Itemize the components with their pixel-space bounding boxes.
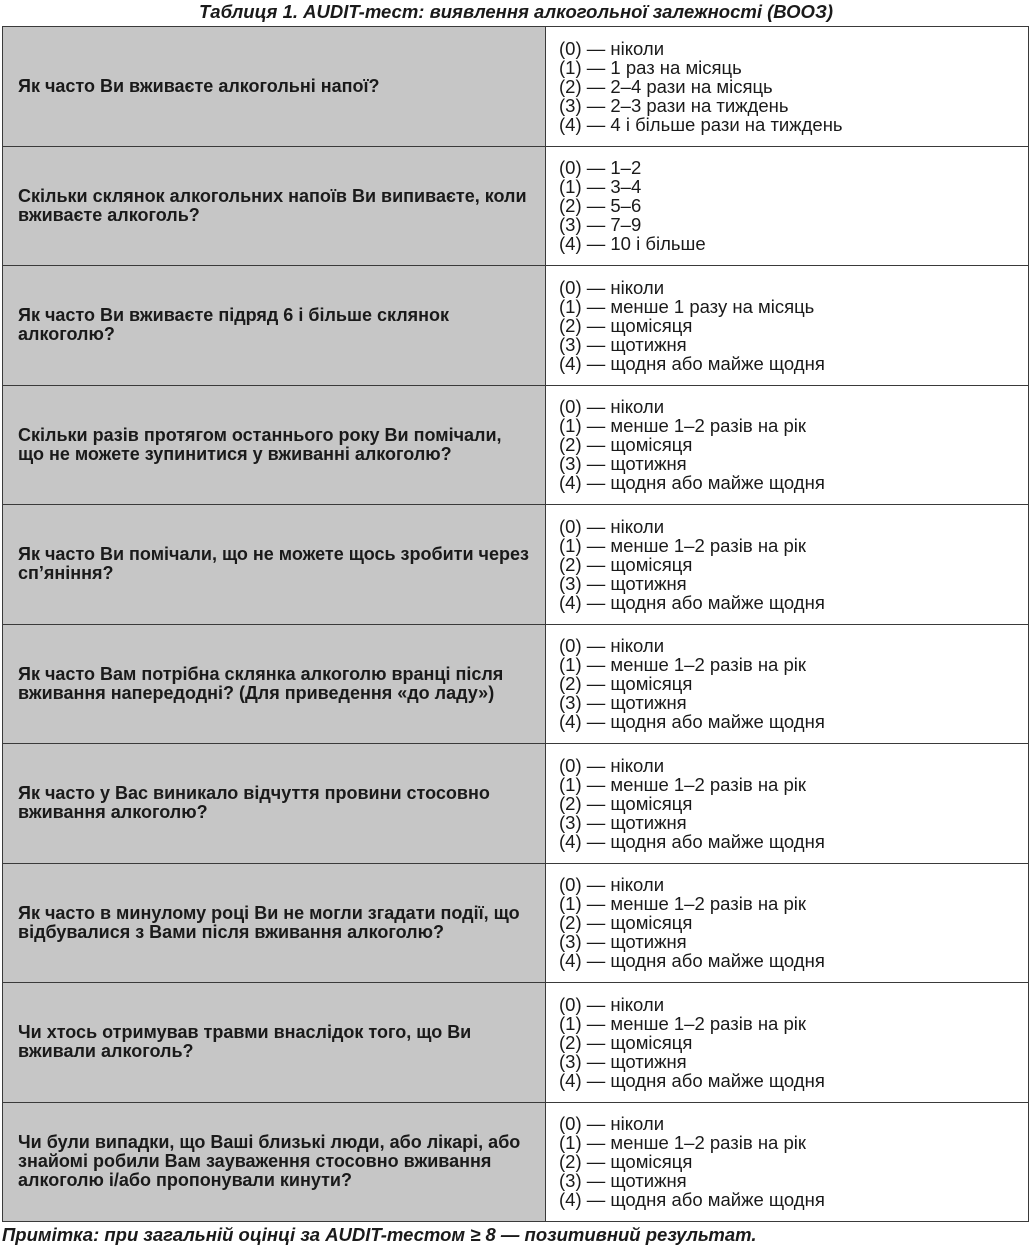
question-cell: Як часто Ви вживаєте підряд 6 і більше склянок алкоголю? xyxy=(3,266,546,386)
table-title: Таблиця 1. AUDIT-тест: виявлення алкогольної залежності (ВООЗ) xyxy=(199,1,833,22)
question-cell: Як часто в минулому році Ви не могли згадати події, що відбувалися з Вами після вживання алкоголю? xyxy=(3,863,546,983)
answers-cell xyxy=(546,744,1029,864)
question-cell: Скільки разів протягом останнього року Ви помічали, що не можете зупинитися у вживанні алкоголю? xyxy=(3,385,546,505)
answer-option: (2) — 2–4 рази на місяць xyxy=(559,75,773,97)
table-row xyxy=(3,863,1029,983)
table-row xyxy=(3,385,1029,505)
answer-option: (0) — ніколи xyxy=(559,515,665,537)
table-row xyxy=(3,146,1029,266)
table-row xyxy=(3,266,1029,386)
answer-option: (2) — щомісяця xyxy=(559,434,693,456)
answers-cell xyxy=(546,624,1029,744)
answers-cell xyxy=(546,146,1029,266)
answer-option: (0) — ніколи xyxy=(559,37,665,59)
answer-option: (2) — щомісяця xyxy=(559,792,693,814)
question-cell: Як часто Вам потрібна склянка алкоголю вранці після вживання напередодні? (Для приведення «до ладу») xyxy=(3,624,546,744)
answer-option: (1) — менше 1–2 разів на рік xyxy=(559,773,806,795)
answers-cell xyxy=(546,385,1029,505)
answer-option: (3) — щотижня xyxy=(559,1170,687,1192)
answer-option: (0) — ніколи xyxy=(559,276,665,298)
answer-option: (3) — щотижня xyxy=(559,572,687,594)
answer-option: (1) — 3–4 xyxy=(559,176,642,198)
question-cell: Як часто Ви вживаєте алкогольні напої? xyxy=(3,27,546,147)
answer-option: (3) — 2–3 рази на тиждень xyxy=(559,94,789,116)
answer-option: (3) — щотижня xyxy=(559,333,687,355)
answer-option: (3) — щотижня xyxy=(559,453,687,475)
answer-option: (1) — менше 1–2 разів на рік xyxy=(559,534,806,556)
answer-option: (2) — щомісяця xyxy=(559,314,693,336)
question-cell: Чи були випадки, що Ваші близькі люди, або лікарі, або знайомі робили Вам зауваження стосовно вживання алкоголю і/або пропонували кинути? xyxy=(3,1102,546,1222)
answer-option: (1) — менше 1–2 разів на рік xyxy=(559,1132,806,1154)
answer-option: (1) — менше 1–2 разів на рік xyxy=(559,654,806,676)
answers-cell xyxy=(546,505,1029,625)
answer-option: (2) — 5–6 xyxy=(559,195,642,217)
table-row xyxy=(3,27,1029,147)
answer-option: (1) — менше 1 разу на місяць xyxy=(559,295,815,317)
answer-option: (0) — ніколи xyxy=(559,754,665,776)
answer-option: (2) — щомісяця xyxy=(559,1151,693,1173)
audit-table xyxy=(2,26,1029,1222)
answers-cell xyxy=(546,27,1029,147)
answer-option: (4) — щодня або майже щодня xyxy=(559,1189,825,1211)
question-cell: Як часто Ви помічали, що не можете щось зробити через сп’яніння? xyxy=(3,505,546,625)
answer-option: (0) — ніколи xyxy=(559,635,665,657)
answers-cell xyxy=(546,1102,1029,1222)
answer-option: (2) — щомісяця xyxy=(559,553,693,575)
answer-option: (1) — менше 1–2 разів на рік xyxy=(559,415,806,437)
answer-option: (2) — щомісяця xyxy=(559,1031,693,1053)
answer-option: (4) — 4 і більше рази на тиждень xyxy=(559,113,843,135)
answer-option: (4) — щодня або майже щодня xyxy=(559,711,825,733)
answer-option: (4) — щодня або майже щодня xyxy=(559,591,825,613)
answers-cell xyxy=(546,266,1029,386)
answer-option: (4) — щодня або майже щодня xyxy=(559,472,825,494)
answer-option: (4) — 10 і більше xyxy=(559,233,706,255)
question-cell: Чи хтось отримував травми внаслідок того, що Ви вживали алкоголь? xyxy=(3,983,546,1103)
answer-option: (4) — щодня або майже щодня xyxy=(559,950,825,972)
table-row xyxy=(3,744,1029,864)
answer-option: (3) — щотижня xyxy=(559,931,687,953)
answer-option: (2) — щомісяця xyxy=(559,673,693,695)
answer-option: (0) — ніколи xyxy=(559,1113,665,1135)
answers-cell xyxy=(546,983,1029,1103)
answer-option: (2) — щомісяця xyxy=(559,912,693,934)
table-footnote: Примітка: при загальній оцінці за AUDIT-тестом ≥ 8 — позитивний результат. xyxy=(2,1224,757,1245)
table-row xyxy=(3,624,1029,744)
table-row xyxy=(3,983,1029,1103)
answer-option: (3) — щотижня xyxy=(559,692,687,714)
answers-cell xyxy=(546,863,1029,983)
answer-option: (4) — щодня або майже щодня xyxy=(559,1069,825,1091)
answer-option: (3) — 7–9 xyxy=(559,214,642,236)
answer-option: (0) — ніколи xyxy=(559,993,665,1015)
question-cell: Скільки склянок алкогольних напоїв Ви випиваєте, коли вживаєте алкоголь? xyxy=(3,146,546,266)
question-cell: Як часто у Вас виникало відчуття провини стосовно вживання алкоголю? xyxy=(3,744,546,864)
answer-option: (0) — ніколи xyxy=(559,874,665,896)
answer-option: (0) — 1–2 xyxy=(559,157,642,179)
answer-option: (1) — менше 1–2 разів на рік xyxy=(559,893,806,915)
answer-option: (1) — менше 1–2 разів на рік xyxy=(559,1012,806,1034)
answer-option: (4) — щодня або майже щодня xyxy=(559,352,825,374)
answer-option: (0) — ніколи xyxy=(559,396,665,418)
table-row xyxy=(3,505,1029,625)
answer-option: (4) — щодня або майже щодня xyxy=(559,830,825,852)
answer-option: (3) — щотижня xyxy=(559,1050,687,1072)
answer-option: (1) — 1 раз на місяць xyxy=(559,56,742,78)
table-row xyxy=(3,1102,1029,1222)
answer-option: (3) — щотижня xyxy=(559,811,687,833)
